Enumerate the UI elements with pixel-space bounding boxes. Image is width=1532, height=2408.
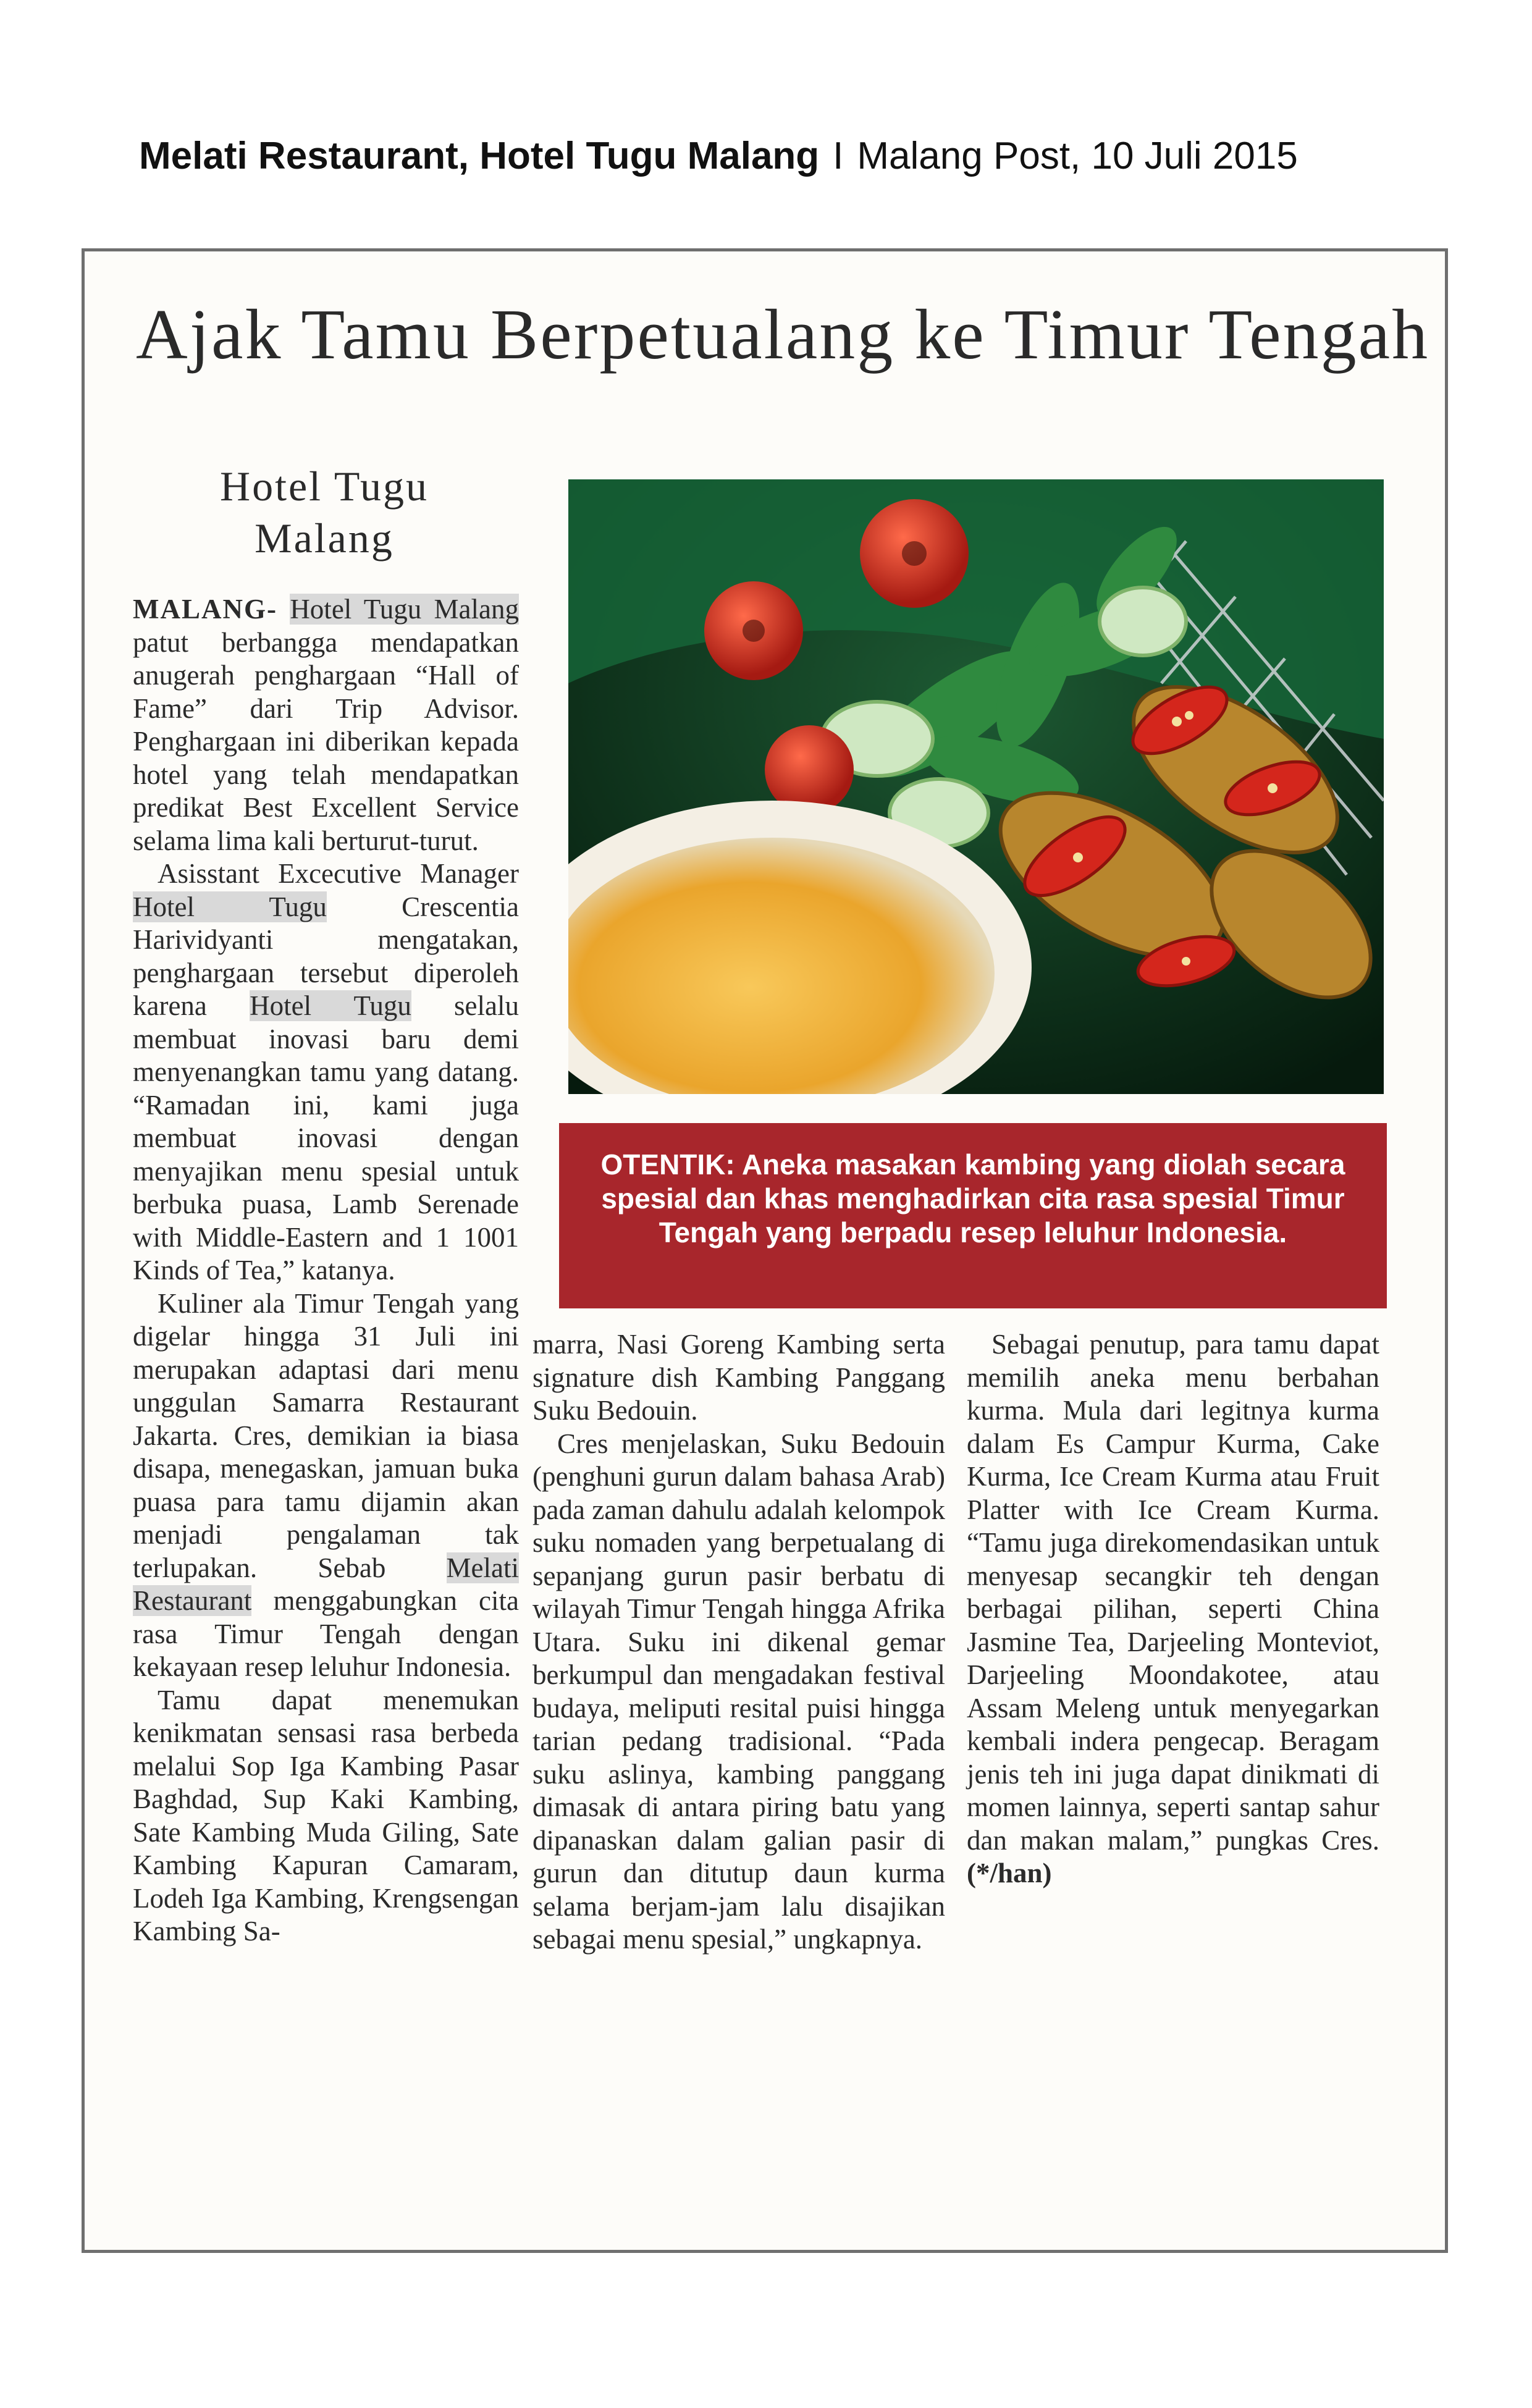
source-title: Melati Restaurant, Hotel Tugu Malang [139,135,820,177]
kicker-line-2: Malang [255,515,394,562]
author-signature: (*/han) [967,1858,1052,1888]
food-photo-icon [568,479,1384,1094]
paragraph: marra, Nasi Goreng Kambing serta signature dish Kambing Panggang Suku Bedouin. [532,1329,945,1426]
dateline: MALANG- [133,594,277,625]
paragraph [967,1328,1379,1890]
kicker-line-1: Hotel Tugu [220,463,429,510]
paragraph-text: Crescentia Harividyanti mengatakan, penghargaan tersebut diperoleh karena [133,891,519,1021]
publication-date: Malang Post, 10 Juli 2015 [857,135,1298,177]
highlight-hotel-name: Hotel Tugu [133,891,327,922]
paragraph-text: menggabungkan cita rasa Timur Tengah dengan kekayaan resep leluhur Indonesia. [133,1585,519,1682]
paragraph-text: Kuliner ala Timur Tengah yang digelar hingga 31 Juli ini merupakan adaptasi dari menu unggulan Samarra Restaurant Jakarta. Cres, demikian ia biasa disapa, menegaskan, jamuan buka puasa para tamu dijamin akan menjadi pengalaman tak terlupakan. Sebab [133,1287,519,1583]
paragraph-text: selalu membuat inovasi baru demi menyenangkan tamu yang datang. “Ramadan ini, kami juga membuat inovasi dengan menyajikan menu spesial untuk berbuka puasa, Lamb Serenade with Middle-Eastern and 1 1001 Kinds of Tea,” katanya. [133,990,520,1286]
highlight-hotel-name: Hotel Tugu Malang [290,594,520,625]
highlight-hotel-name: Hotel Tugu [250,990,411,1021]
photo-caption [559,1123,1387,1308]
header-separator: I [833,135,844,177]
paragraph [133,593,519,857]
article-column-3 [967,1328,1379,1890]
paragraph: Cres menjelaskan, Suku Bedouin (penghuni gurun dalam bahasa Arab) pada zaman dahulu adalah kelompok suku nomaden yang berpetualang di sepanjang gurun pasir berbatu di wilayah Timur Tengah hingga Afrika Utara. Suku ini dikenal gemar berkumpul dan mengadakan festival budaya, meliputi resital puisi hingga tarian pedang tradisional. “Pada suku aslinya, kambing panggang dimasak di antara piring batu yang dipanaskan dalam galian pasir di gurun dan ditutup daun kurma selama berjam-jam lalu disajikan sebagai menu spesial,” ungkapnya. [532,1428,945,1955]
paragraph-text: Sebagai penutup, para tamu dapat memilih aneka menu berbahan kurma. Mula dari legitnya kurma dalam Es Campur Kurma, Cake Kurma, Ice Cream Kurma atau Fruit Platter with Ice Cream Kurma. “Tamu juga direkomendasikan untuk menyesap secangkir teh dengan berbagai pilihan, seperti China Jasmine Tea, Darjeeling Monteviot, Darjeeling Moondakotee, atau Assam Meleng untuk menyegarkan kembali indera pengecap. Beragam jenis teh ini juga dapat dinikmati di momen lainnya, seperti santap sahur dan makan malam,” pungkas Cres. [967,1329,1379,1856]
article-column-1 [133,593,519,1948]
paragraph [133,857,519,1287]
article-headline: Ajak Tamu Berpetualang ke Timur Tengah [136,295,1430,374]
clipping-header [139,128,1436,184]
food-photo [568,479,1384,1094]
caption-text: Aneka masakan kambing yang diolah secara spesial dan khas menghadirkan cita rasa spesial Timur Tengah yang berpadu resep leluhur Indonesia. [601,1148,1345,1248]
article-column-2 [532,1328,945,1956]
paragraph-text: patut berbangga mendapatkan anugerah penghargaan “Hall of Fame” dari Trip Advisor. Penghargaan ini diberikan kepada hotel yang telah mendapatkan predikat Best Excellent Service selama lima kali berturut-turut. [133,626,519,856]
paragraph [133,1287,519,1684]
highlight-restaurant-name: Melati Restaurant [133,1552,519,1616]
paragraph-text: Asisstant Excecutive Manager [158,858,519,889]
article-kicker [124,460,525,564]
caption-lead: OTENTIK: [600,1148,735,1181]
paragraph: Tamu dapat menemukan kenikmatan sensasi rasa berbeda melalui Sop Iga Kambing Pasar Baghdad, Sup Kaki Kambing, Sate Kambing Muda Giling, Sate Kambing Kapuran Camaram, Lodeh Iga Kambing, Krengsengan Kambing Sa- [133,1684,519,1947]
